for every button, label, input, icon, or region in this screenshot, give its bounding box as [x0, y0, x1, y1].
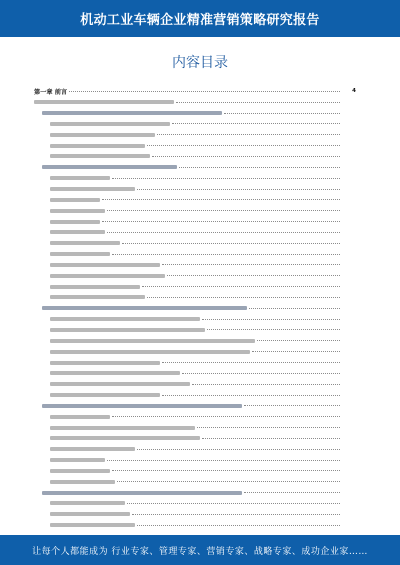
toc-entry-label — [34, 100, 174, 104]
toc-entry[interactable] — [34, 162, 356, 173]
toc-entry-label — [50, 133, 155, 137]
toc-entry[interactable] — [34, 184, 356, 195]
toc-entry-label — [50, 317, 200, 321]
toc-entry[interactable] — [34, 216, 356, 227]
toc-entry-label — [50, 393, 160, 397]
toc-entry-label — [50, 285, 140, 289]
toc-leader-dots — [142, 286, 340, 287]
toc-entry[interactable] — [34, 227, 356, 238]
toc-leader-dots — [107, 460, 340, 461]
toc-entry[interactable] — [34, 487, 356, 498]
toc-entry-label — [50, 339, 255, 343]
toc-entry[interactable] — [34, 498, 356, 509]
toc-entry[interactable] — [34, 97, 356, 108]
toc-entry-label — [50, 230, 105, 234]
toc-leader-dots — [112, 254, 340, 255]
toc-leader-dots — [197, 427, 340, 428]
toc-entry-label — [42, 404, 242, 408]
toc-leader-dots — [69, 91, 340, 92]
toc-entry-label — [50, 176, 110, 180]
toc-leader-dots — [132, 514, 340, 515]
toc-leader-dots — [244, 405, 340, 406]
toc-entry[interactable] — [34, 108, 356, 119]
toc-entry[interactable] — [34, 476, 356, 487]
toc-leader-dots — [207, 329, 340, 330]
toc-page-number: 4 — [352, 88, 356, 95]
toc-entry-label — [50, 436, 200, 440]
toc-leader-dots — [157, 134, 340, 135]
toc-entry[interactable] — [34, 325, 356, 336]
toc-entry[interactable] — [34, 281, 356, 292]
toc-leader-dots — [244, 492, 340, 493]
toc-entry-label — [50, 426, 195, 430]
toc-entry[interactable] — [34, 173, 356, 184]
toc-title: 内容目录 — [172, 55, 228, 71]
toc-leader-dots — [176, 102, 340, 103]
toc-entry-label — [50, 382, 190, 386]
toc-leader-dots — [162, 395, 340, 396]
toc-entry[interactable] — [34, 368, 356, 379]
toc-entry-label — [50, 122, 170, 126]
toc-entry-label — [50, 154, 150, 158]
toc-entry-label — [50, 512, 130, 516]
toc-leader-dots — [202, 438, 340, 439]
toc-entry[interactable] — [34, 357, 356, 368]
toc-entry[interactable] — [34, 433, 356, 444]
toc-leader-dots — [112, 470, 340, 471]
toc-entry[interactable] — [34, 314, 356, 325]
toc-entry[interactable] — [34, 455, 356, 466]
toc-leader-dots — [107, 210, 340, 211]
toc-entry-label — [50, 480, 115, 484]
toc-entry-label — [50, 209, 105, 213]
toc-entry-label — [50, 371, 180, 375]
toc-leader-dots — [102, 221, 340, 222]
toc-leader-dots — [137, 449, 340, 450]
toc-leader-dots — [179, 167, 340, 168]
toc-entry-label — [50, 361, 160, 365]
toc-entry[interactable] — [34, 520, 356, 531]
toc-entry[interactable] — [34, 390, 356, 401]
toc-entry-label — [50, 415, 110, 419]
toc-entry-label — [50, 458, 105, 462]
toc-leader-dots — [107, 232, 340, 233]
toc-entry[interactable] — [34, 260, 356, 271]
toc-entry-label — [42, 491, 242, 495]
table-of-contents — [34, 86, 356, 531]
toc-entry-label — [50, 263, 160, 267]
toc-entry-label — [50, 328, 205, 332]
toc-leader-dots — [152, 156, 340, 157]
toc-leader-dots — [192, 384, 340, 385]
toc-leader-dots — [167, 275, 340, 276]
toc-leader-dots — [137, 189, 340, 190]
toc-entry[interactable] — [34, 119, 356, 130]
toc-entry[interactable] — [34, 509, 356, 520]
toc-entry[interactable] — [34, 238, 356, 249]
toc-entry[interactable] — [34, 346, 356, 357]
report-title: 机动工业车辆企业精准营销策略研究报告 — [80, 13, 320, 28]
toc-entry-label — [50, 501, 125, 505]
toc-entry-label — [50, 144, 145, 148]
toc-leader-dots — [172, 123, 340, 124]
toc-entry[interactable] — [34, 249, 356, 260]
toc-entry[interactable] — [34, 444, 356, 455]
toc-leader-dots — [112, 416, 340, 417]
toc-entry-label — [42, 111, 222, 115]
toc-entry-label — [50, 350, 250, 354]
toc-entry-label — [50, 274, 165, 278]
toc-entry-label — [50, 295, 145, 299]
toc-leader-dots — [162, 362, 340, 363]
toc-leader-dots — [147, 297, 340, 298]
toc-entry-label: 第一章 前言 — [34, 88, 68, 96]
toc-entry[interactable] — [34, 379, 356, 390]
toc-entry-label — [42, 306, 247, 310]
toc-entry[interactable] — [34, 129, 356, 140]
toc-leader-dots — [202, 319, 340, 320]
toc-entry-label — [50, 252, 110, 256]
toc-entry[interactable] — [34, 292, 356, 303]
toc-entry-label — [42, 165, 177, 169]
toc-entry[interactable] — [34, 151, 356, 162]
toc-leader-dots — [252, 351, 340, 352]
toc-entry[interactable] — [34, 335, 356, 346]
toc-entry-label — [50, 241, 120, 245]
toc-entry[interactable] — [34, 205, 356, 216]
toc-entry[interactable] — [34, 422, 356, 433]
toc-leader-dots — [182, 373, 340, 374]
toc-entry[interactable] — [34, 270, 356, 281]
toc-entry-label — [50, 187, 135, 191]
toc-entry[interactable] — [34, 466, 356, 477]
toc-entry-label — [50, 447, 135, 451]
toc-entry[interactable] — [34, 400, 356, 411]
toc-leader-dots — [257, 340, 340, 341]
toc-entry-label — [50, 220, 100, 224]
toc-entry[interactable] — [34, 411, 356, 422]
toc-entry[interactable] — [34, 194, 356, 205]
footer-slogan: 让每个人都能成为 行业专家、管理专家、营销专家、战略专家、成功企业家…… — [32, 546, 368, 557]
toc-entry-chapter[interactable] — [34, 86, 356, 97]
toc-entry[interactable] — [34, 303, 356, 314]
toc-leader-dots — [224, 113, 340, 114]
toc-leader-dots — [147, 145, 340, 146]
toc-leader-dots — [249, 308, 340, 309]
toc-leader-dots — [122, 243, 340, 244]
toc-leader-dots — [137, 525, 340, 526]
toc-leader-dots — [127, 503, 340, 504]
toc-entry-label — [50, 198, 100, 202]
toc-leader-dots — [162, 264, 340, 265]
toc-entry-label — [50, 523, 135, 527]
toc-leader-dots — [102, 199, 340, 200]
toc-leader-dots — [112, 178, 340, 179]
toc-leader-dots — [117, 481, 340, 482]
toc-entry-label — [50, 469, 110, 473]
toc-entry[interactable] — [34, 140, 356, 151]
